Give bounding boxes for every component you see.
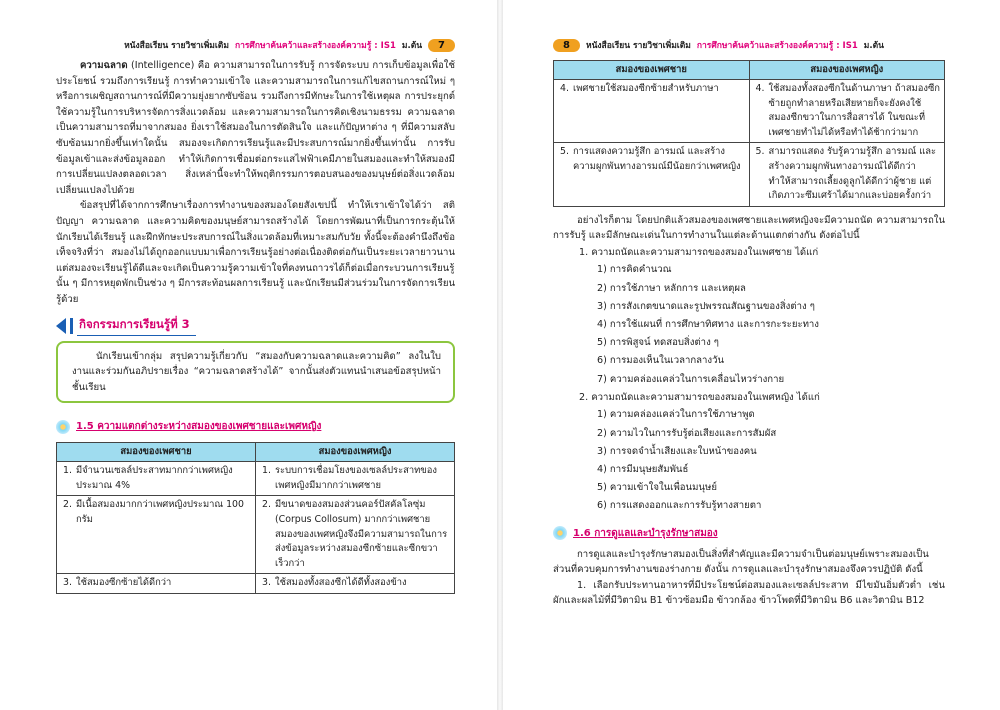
- table-row: [57, 574, 455, 594]
- list-item: 6) การมองเห็นในเวลากลางวัน: [597, 355, 725, 367]
- section-title: 1.5 ความแตกต่างระหว่างสมองของเพศชายและเพศหญิง: [76, 421, 322, 433]
- row-number: 5.: [755, 146, 765, 158]
- cell-text: สามารถแสดง รับรู้ความรู้สึก อารมณ์ และสร้างความผูกพันทางอารมณ์ได้ดีกว่า ทำให้สามารถเลี้ยงดูลูกได้ดีกว่าผู้ชาย แต่เกิดภาวะซึมเศร้าได้มากและบ่อยครั้งกว่า: [768, 146, 937, 202]
- grade-label: ม.ต้น: [863, 41, 884, 51]
- list-item: 5) ความเข้าใจในเพื่อนมนุษย์: [597, 482, 717, 494]
- male-cell: [554, 143, 750, 206]
- sparkle-bullet-icon: [56, 420, 70, 434]
- list-item: 7) ความคล่องแคล่วในการเคลื่อนไหวร่างกาย: [597, 373, 785, 385]
- intelligence-term: ความฉลาด: [80, 60, 128, 71]
- cell-text: ระบบการเชื่อมโยงของเซลล์ประสาทของเพศหญิงมีมากกว่าเพศชาย: [275, 465, 437, 491]
- brain-comparison-table-continued: [553, 60, 945, 207]
- female-abilities-heading: 2. ความถนัดและความสามารถของสมองในเพศหญิง ได้แก่: [579, 391, 820, 403]
- row-number: 3.: [63, 577, 72, 589]
- male-cell: [57, 496, 256, 574]
- grade-label: ม.ต้น: [401, 41, 423, 51]
- accent-bar: [70, 318, 73, 334]
- activity-title: กิจกรรมการเรียนรู้ที่ 3: [77, 316, 196, 336]
- list-item: 2) การใช้ภาษา หลักการ และเหตุผล: [597, 282, 746, 294]
- male-column-header: สมองของเพศชาย: [554, 61, 750, 80]
- male-cell: [57, 574, 256, 594]
- cell-text: มีขนาดของสมองส่วนคอร์ปัสคัลโลซุ่ม (Corpus Collosum) มากกว่าเพศชาย สมองของเพศหญิงจึงมีความสามารถในการส่งข้อมูลระหว่างสมองซีกซ้ายและซีกขวาเร็วกว่า: [275, 499, 448, 569]
- male-column-header: สมองของเพศชาย: [57, 443, 256, 462]
- book-title: หนังสือเรียน รายวิชาเพิ่มเติม: [585, 41, 691, 51]
- row-number: 1.: [63, 465, 72, 477]
- summary-paragraph: ข้อสรุปที่ได้จากการศึกษาเรื่องการทำงานของสมองโดยสังเขปนี้ ทำให้เราเข้าใจได้ว่า สติปัญญา ความฉลาด และความคิดของมนุษย์สามารถสร้างได้ โดยการพัฒนาที่เป็นการกระตุ้นให้นักเรียนได้เรียนรู้ และฝึกทักษะประสบการณ์ในสิ่งแวดล้อมที่เหมาะสมกับวัย ทั้งนี้จะต้องคำนึงถึงข้อเท็จจริงที่ว่า สมองไม่ได้ถูกออกแบบมาเพื่อการเรียนรู้อย่างต่อเนื่องติดต่อกันเป็นระยะเวลายาวนาน แต่สมองจะเรียนรู้ได้ดีและจะเกิดเป็นความรู้ความเข้าใจที่คงทนถาวรได้ก็ต่อเมื่อกระบวนการเรียนรู้นั้น ๆ มีการหยุดพักเป็นช่วง ๆ มีการสะท้อนผลการเรียนรู้ และนักเรียนมีส่วนร่วมในการจัดการเรียนรู้ด้วย: [56, 200, 455, 305]
- cell-text: มีเนื้อสมองมากกว่าเพศหญิงประมาณ 100 กรัม: [76, 499, 244, 526]
- right-page: [503, 0, 1000, 710]
- left-page-header: [56, 36, 455, 54]
- list-item: 6) การแสดงออกและการรับรู้ทางสายตา: [597, 500, 762, 512]
- section-heading-1-5: [56, 419, 455, 434]
- row-number: 3.: [262, 577, 271, 589]
- row-number: 4.: [560, 83, 569, 94]
- list-item: 3) การจดจำน้ำเสียงและใบหน้าของคน: [597, 445, 757, 457]
- female-column-header: สมองของเพศหญิง: [749, 61, 945, 80]
- table-row: [554, 143, 945, 206]
- arrow-left-icon: [56, 318, 66, 334]
- activity-text: นักเรียนเข้ากลุ่ม สรุปความรู้เกี่ยวกับ “สมองกับความฉลาดและความคิด” ลงในใบงานและร่วมกันอภิปรายเรื่อง “ความฉลาดสร้างได้” จากนั้นส่งตัวแทนนำเสนอข้อสรุปหน้าชั้นเรียน: [72, 350, 441, 393]
- cell-text: การแสดงความรู้สึก อารมณ์ และสร้างความผูกพันทางอารมณ์มีน้อยกว่าเพศหญิง: [573, 146, 741, 172]
- cell-text: ใช้สมองทั้งสองซีกในด้านภาษา ถ้าสมองซีกซ้ายถูกทำลายหรือเสียหายก็จะยังคงใช้สมองซีกขวาในการสื่อสารได้ ในขณะที่เพศชายทำไม่ได้หรือทำได้ช้ากว่ามาก: [768, 83, 940, 138]
- table-row: [554, 80, 945, 143]
- male-cell: [554, 80, 750, 143]
- intelligence-definition: (Intelligence) คือ ความสามารถในการรับรู้ การจัดระบบ การเก็บข้อมูลเพื่อใช้ประโยชน์ รวมถึงการเรียนรู้ การทำความเข้าใจ และความสามารถในการแก้ไขสถานการณ์ใหม่ ๆ หรือการเผชิญสถานการณ์ที่มีความยุ่งยากซับซ้อน รวมถึงการมีทักษะในการใช้เหตุผล การประยุกต์ใช้ความรู้ในการบริหารจัดการสิ่งแวดล้อม และความสามารถในการคิดเชิงนามธรรม ความฉลาดเป็นความสามารถที่มาจากสมอง ยิ่งเราใช้สมองในการตัดสินใจ และแก้ปัญหาต่าง ๆ ที่มีความสลับซับซ้อนมากยิ่งขึ้นเท่าใดนั้น สมองจะเกิดการเรียนรู้และมีประสบการณ์มากยิ่งขึ้นเท่านั้น การรับข้อมูลเข้าและส่งข้อมูลออก ทำให้เกิดการเชื่อมต่อกระแสไฟฟ้าเคมีภายในสมองและทำให้สมองมีการเปลี่ยนแปลงตลอดเวลา สิ่งเหล่านี้จะทำให้พฤติกรรมการตอบสนองของมนุษย์ต่อสิ่งแวดล้อมเปลี่ยนแปลงไปด้วย: [56, 60, 455, 196]
- table-header-row: [57, 443, 455, 462]
- section-heading-1-6: [553, 526, 945, 541]
- cell-text: ใช้สมองซีกซ้ายได้ดีกว่า: [76, 577, 172, 589]
- cell-text: ใช้สมองทั้งสองซีกได้ดีทั้งสองข้าง: [275, 577, 407, 589]
- female-abilities-list: [553, 406, 945, 515]
- list-item: 5) การพิสูจน์ ทดสอบสิ่งต่าง ๆ: [597, 337, 719, 349]
- page-number: 8: [553, 39, 580, 52]
- page-number: 7: [428, 39, 455, 52]
- female-cell: [749, 143, 945, 206]
- male-abilities-list: [553, 261, 945, 388]
- female-cell: [256, 574, 455, 594]
- list-item: 3) การสังเกตขนาดและรูปพรรณสัณฐานของสิ่งต่าง ๆ: [597, 300, 815, 312]
- male-cell: [57, 462, 256, 496]
- table-row: [57, 496, 455, 574]
- list-item: 4) การใช้แผนที่ การศึกษาทิศทาง และการกะระยะทาง: [597, 319, 819, 331]
- female-cell: [256, 496, 455, 574]
- subject-title: การศึกษาค้นคว้าและสร้างองค์ความรู้ : IS1: [696, 41, 858, 51]
- sparkle-bullet-icon: [553, 526, 567, 540]
- list-item: 1) ความคล่องแคล่วในการใช้ภาษาพูด: [597, 409, 755, 421]
- table-header-row: [554, 61, 945, 80]
- cell-text: มีจำนวนเซลล์ประสาทมากกว่าเพศหญิงประมาณ 4%: [76, 465, 233, 491]
- activity-box: [56, 341, 455, 404]
- male-abilities-heading: 1. ความถนัดและความสามารถของสมองในเพศชาย ได้แก่: [579, 246, 819, 258]
- book-title: หนังสือเรียน รายวิชาเพิ่มเติม: [124, 41, 229, 51]
- intelligence-paragraph: [56, 58, 455, 198]
- activity-heading: [56, 316, 455, 336]
- subject-title: การศึกษาค้นคว้าและสร้างองค์ความรู้ : IS1: [234, 41, 396, 51]
- brain-care-item-1: 1. เลือกรับประทานอาหารที่มีประโยชน์ต่อสมองและเซลล์ประสาท มีไขมันอิ่มตัวต่ำ เช่น ผักและผลไม้ที่มีวิตามิน B1 ข้าวซ้อมมือ ข้าวกล้อง ข้าวโพดที่มีวิตามิน B6 และวิตามิน B12: [553, 579, 945, 607]
- list-item: 4) การมีมนุษยสัมพันธ์: [597, 463, 689, 475]
- cell-text: เพศชายใช้สมองซีกซ้ายสำหรับภาษา: [573, 83, 719, 94]
- left-page: [0, 0, 497, 710]
- row-number: 4.: [755, 83, 765, 94]
- female-cell: [749, 80, 945, 143]
- table-row: [57, 462, 455, 496]
- list-item: 2) ความไวในการรับรู้ต่อเสียงและการสัมผัส: [597, 427, 777, 439]
- row-number: 2.: [63, 499, 72, 511]
- female-cell: [256, 462, 455, 496]
- list-item: 1) การคิดคำนวณ: [597, 264, 672, 276]
- row-number: 5.: [560, 146, 569, 158]
- row-number: 1.: [262, 465, 271, 477]
- female-column-header: สมองของเพศหญิง: [256, 443, 455, 462]
- row-number: 2.: [262, 499, 271, 511]
- right-page-header: [553, 36, 945, 54]
- brain-comparison-table: [56, 442, 455, 594]
- section-title: 1.6 การดูแลและบำรุงรักษาสมอง: [573, 527, 718, 539]
- intro-paragraph: อย่างไรก็ตาม โดยปกติแล้วสมองของเพศชายและเพศหญิงจะมีความถนัด ความสามารถในการรับรู้ และมีลักษณะเด่นในการทำงานในแต่ละด้านแตกต่างกัน ดังต่อไปนี้: [553, 214, 945, 242]
- brain-care-paragraph: การดูแลและบำรุงรักษาสมองเป็นสิ่งที่สำคัญและมีความจำเป็นต่อมนุษย์เพราะสมองเป็นส่วนที่ควบคุมการทำงานของร่างกาย ดังนั้น การดูแลและบำรุงรักษาสมองจึงควรปฏิบัติ ดังนี้: [553, 548, 929, 576]
